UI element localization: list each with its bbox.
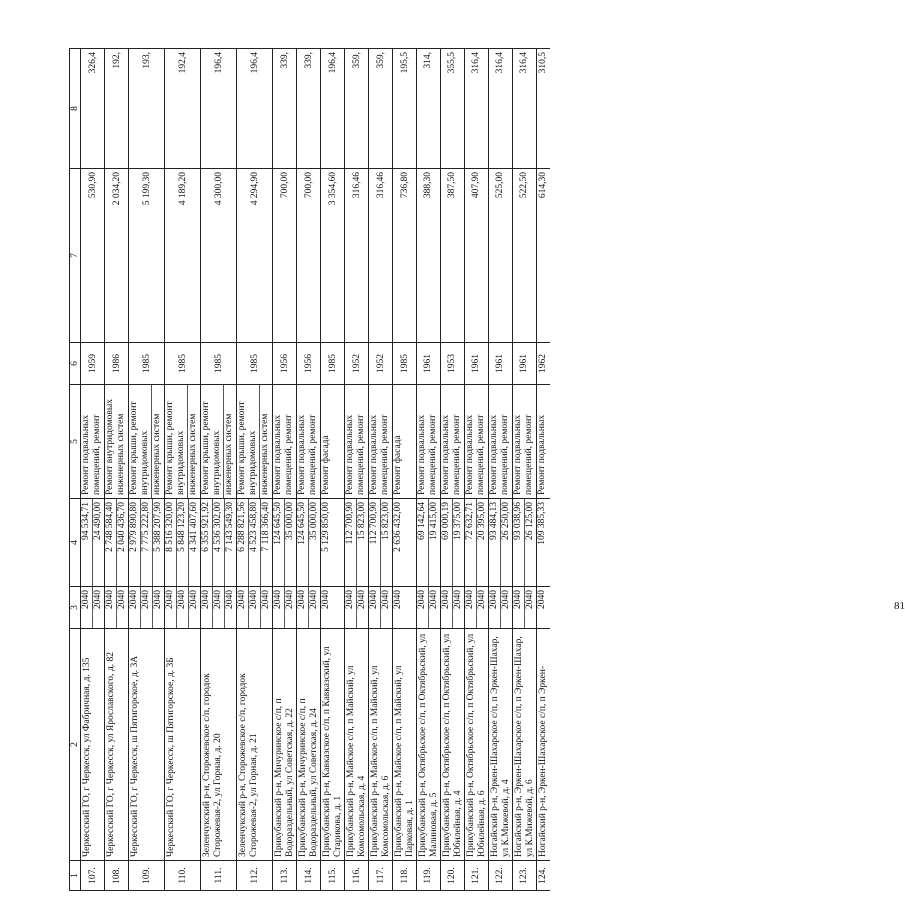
- cost-value: 93 484,13: [489, 499, 501, 586]
- table-row: [129, 49, 165, 891]
- work-type: Ремонт подвальных помещений, ремонт: [465, 414, 487, 495]
- cost-cell: [201, 499, 237, 587]
- cost-value: 112 700,90: [345, 499, 357, 586]
- limit-cell: 339,: [273, 49, 297, 169]
- table-row: [537, 49, 550, 891]
- year-value: 2040: [477, 590, 488, 609]
- unit-price-cell: 5 199,30: [129, 169, 165, 343]
- works-cell: [345, 385, 369, 499]
- unit-price-cell: 3 354,60: [321, 169, 345, 343]
- year-value: 2040: [321, 590, 332, 609]
- work-type: инженерных систем: [224, 413, 235, 495]
- header-col-5: 5: [70, 385, 81, 499]
- work-type: Ремонт крыши, ремонт внутридомовых: [129, 385, 152, 498]
- cost-cell: [441, 499, 465, 587]
- row-number: 112.: [237, 861, 273, 891]
- unit-price-cell: 736,80: [393, 169, 417, 343]
- work-type: Ремонт фасада: [321, 435, 332, 495]
- cost-value: 4 341 407,60: [189, 502, 200, 552]
- year-cell: [81, 587, 105, 629]
- row-number: 108.: [105, 861, 129, 891]
- built-year-cell: 1962: [537, 343, 550, 385]
- cost-value: 109 385,33: [537, 502, 548, 545]
- year-cell: [417, 587, 441, 629]
- works-cell: [129, 385, 165, 499]
- year-value: 2040: [465, 587, 477, 628]
- works-cell: [165, 385, 201, 499]
- year-value: 2040: [117, 590, 128, 609]
- limit-cell: 326,4: [81, 49, 105, 169]
- unit-price-cell: 407,90: [465, 169, 489, 343]
- row-number: 124.: [537, 861, 550, 891]
- work-type: Ремонт подвальных помещений, ремонт: [441, 414, 463, 495]
- cost-value: 72 632,71: [465, 499, 477, 586]
- built-year-cell: 1985: [201, 343, 237, 385]
- works-cell: [81, 385, 105, 499]
- address-cell: Ногайский р-н, Эркен-Шахарское с/п, п Эркен-Шахар, ул К.Мижевой, д. 4: [489, 629, 513, 861]
- year-value: 2040: [93, 590, 104, 609]
- cost-value: 93 038,96: [513, 499, 525, 586]
- row-number: 111.: [201, 861, 237, 891]
- built-year-cell: 1985: [321, 343, 345, 385]
- cost-value: 4 536 302,00: [213, 499, 225, 586]
- cost-value: 4 523 458,80: [249, 499, 261, 586]
- work-type: инженерных систем: [152, 413, 163, 495]
- row-number: 115.: [321, 861, 345, 891]
- unit-price-cell: 4 189,20: [165, 169, 201, 343]
- cost-value: 2 979 890,80: [129, 499, 141, 586]
- cost-cell: [237, 499, 273, 587]
- built-year-cell: 1961: [513, 343, 537, 385]
- address-cell: Зеленчукский р-н, Сторожевское с/п, городок Сторожевая-2, ул Горная, д. 20: [201, 629, 237, 861]
- built-year-cell: 1956: [273, 343, 297, 385]
- year-value: 2040: [297, 587, 309, 628]
- limit-cell: 196,4: [237, 49, 273, 169]
- year-value: 2040: [369, 587, 381, 628]
- cost-value: 26 125,00: [525, 502, 536, 540]
- limit-cell: 359,: [369, 49, 393, 169]
- address-cell: Прикубанский р-н, Мичуринское с/п, п Водораздельный, ул Советская, д. 22: [273, 629, 297, 861]
- cost-value: 15 823,00: [357, 502, 368, 540]
- unit-price-cell: 4 294,90: [237, 169, 273, 343]
- cost-cell: [165, 499, 201, 587]
- built-year-cell: 1952: [369, 343, 393, 385]
- works-cell: [465, 385, 489, 499]
- cost-value: 112 700,90: [369, 499, 381, 586]
- cost-value: 35 000,00: [309, 502, 320, 540]
- unit-price-cell: 387,50: [441, 169, 465, 343]
- cost-value: 7 143 549,30: [225, 502, 236, 552]
- address-cell: Черкесский ГО, г Черкесск, ш Пятигорское, д. 3Б: [165, 629, 201, 861]
- year-value: 2040: [273, 587, 285, 628]
- row-number: 121.: [465, 861, 489, 891]
- year-cell: [441, 587, 465, 629]
- built-year-cell: 1961: [417, 343, 441, 385]
- cost-cell: [513, 499, 537, 587]
- year-cell: [369, 587, 393, 629]
- table-row: [273, 49, 297, 891]
- year-cell: [489, 587, 513, 629]
- header-col-1: 1: [70, 861, 81, 891]
- year-value: 2040: [285, 590, 296, 609]
- cost-value: 6 288 821,56: [237, 499, 249, 586]
- cost-cell: [81, 499, 105, 587]
- year-value: 2040: [525, 590, 536, 609]
- works-cell: [201, 385, 237, 499]
- header-col-7: 7: [70, 169, 81, 343]
- year-cell: [165, 587, 201, 629]
- address-cell: Черкесский ГО, г Черкесск, ул Ярославского, д. 82: [105, 629, 129, 861]
- year-value: 2040: [165, 587, 177, 628]
- address-cell: Ногайский р-н, Эркен-Шахарское с/п, п Эркен-: [537, 629, 550, 861]
- address-cell: Прикубанский р-н, Майское с/п, п Майский, ул Парковая, д. 1: [393, 629, 417, 861]
- page-number: 81: [894, 600, 905, 612]
- limit-cell: 310,5: [537, 49, 550, 169]
- built-year-cell: 1985: [393, 343, 417, 385]
- unit-price-cell: 388,30: [417, 169, 441, 343]
- year-cell: [321, 587, 345, 629]
- cost-value: 69 000,19: [441, 499, 453, 586]
- built-year-cell: 1961: [465, 343, 489, 385]
- unit-price-cell: 4 300,00: [201, 169, 237, 343]
- cost-cell: [297, 499, 321, 587]
- table-row: [81, 49, 105, 891]
- unit-price-cell: 525,00: [489, 169, 513, 343]
- unit-price-cell: 700,00: [297, 169, 321, 343]
- year-value: 2040: [225, 590, 236, 609]
- year-value: 2040: [429, 590, 440, 609]
- address-cell: Прикубанский р-н, Кавказское с/п, п Кавказский, ул Старикова, д. 1: [321, 629, 345, 861]
- built-year-cell: 1986: [105, 343, 129, 385]
- row-number: 117.: [369, 861, 393, 891]
- works-cell: [273, 385, 297, 499]
- built-year-cell: 1985: [165, 343, 201, 385]
- cost-cell: [465, 499, 489, 587]
- year-value: 2040: [393, 590, 404, 609]
- year-cell: [465, 587, 489, 629]
- works-cell: [513, 385, 537, 499]
- table-row: [441, 49, 465, 891]
- cost-value: 35 000,00: [285, 502, 296, 540]
- year-value: 2040: [537, 590, 548, 609]
- address-cell: Прикубанский р-н, Майское с/п, п Майский, ул Комсомольская, д. 4: [345, 629, 369, 861]
- limit-cell: 195,5: [393, 49, 417, 169]
- year-cell: [345, 587, 369, 629]
- work-type: Ремонт внутридомовых инженерных систем: [105, 399, 127, 495]
- year-cell: [513, 587, 537, 629]
- table-row: [489, 49, 513, 891]
- cost-value: 2 748 584,40: [105, 499, 117, 586]
- header-col-6: 6: [70, 343, 81, 385]
- table-row: [417, 49, 441, 891]
- cost-value: 6 355 921,92: [201, 499, 213, 586]
- limit-cell: 192,4: [165, 49, 201, 169]
- year-value: 2040: [453, 590, 464, 609]
- work-type: Ремонт крыши, ремонт внутридомовых: [201, 385, 224, 498]
- work-type: инженерных систем: [260, 413, 271, 495]
- year-cell: [237, 587, 273, 629]
- cost-cell: [105, 499, 129, 587]
- cost-cell: [321, 499, 345, 587]
- year-value: 2040: [345, 587, 357, 628]
- work-type: Ремонт подвальных помещений, ремонт: [417, 414, 439, 495]
- limit-cell: 339,: [297, 49, 321, 169]
- row-number: 110.: [165, 861, 201, 891]
- year-value: 2040: [249, 587, 261, 628]
- year-value: 2040: [417, 587, 429, 628]
- year-value: 2040: [501, 590, 512, 609]
- year-value: 2040: [357, 590, 368, 609]
- year-value: 2040: [105, 587, 117, 628]
- limit-cell: 316,4: [513, 49, 537, 169]
- work-type: Ремонт подвальных помещений, ремонт: [273, 414, 295, 495]
- cost-value: 7 118 366,40: [261, 502, 272, 552]
- cost-value: 7 775 222,80: [141, 499, 153, 586]
- built-year-cell: 1985: [237, 343, 273, 385]
- table-row: [321, 49, 345, 891]
- cost-value: 5 388 207,90: [153, 502, 164, 552]
- year-cell: [201, 587, 237, 629]
- works-cell: [237, 385, 273, 499]
- year-cell: [129, 587, 165, 629]
- year-value: 2040: [309, 590, 320, 609]
- cost-cell: [489, 499, 513, 587]
- built-year-cell: 1961: [489, 343, 513, 385]
- unit-price-cell: 316,46: [345, 169, 369, 343]
- row-number: 122.: [489, 861, 513, 891]
- limit-cell: 316,4: [489, 49, 513, 169]
- year-value: 2040: [81, 587, 93, 628]
- limit-cell: 359,: [345, 49, 369, 169]
- address-cell: Прикубанский р-н, Майское с/п, п Майский, ул Комсомольская, д. 6: [369, 629, 393, 861]
- row-number: 120.: [441, 861, 465, 891]
- cost-value: 15 823,00: [381, 502, 392, 540]
- cost-value: 5 848 123,20: [177, 499, 189, 586]
- cost-cell: [345, 499, 369, 587]
- works-cell: [321, 385, 345, 499]
- cost-cell: [129, 499, 165, 587]
- row-number: 119.: [417, 861, 441, 891]
- limit-cell: 192,: [105, 49, 129, 169]
- work-type: Ремонт крыши, ремонт внутридомовых: [237, 385, 260, 498]
- cost-cell: [369, 499, 393, 587]
- limit-cell: 316,4: [465, 49, 489, 169]
- table-row: [345, 49, 369, 891]
- address-cell: Черкесский ГО, г Черкесск, ул Фабричная, д. 135: [81, 629, 105, 861]
- cost-value: 124 645,50: [297, 499, 309, 586]
- table-row: [369, 49, 393, 891]
- year-value: 2040: [489, 587, 501, 628]
- year-cell: [537, 587, 550, 629]
- year-cell: [393, 587, 417, 629]
- address-cell: Прикубанский р-н, Октябрьское с/п, п Октябрьский, ул Юбилейная, д. 6: [465, 629, 489, 861]
- address-cell: Прикубанский р-н, Октябрьское с/п, п Октябрьский, ул Юбилейная, д. 4: [441, 629, 465, 861]
- address-cell: Черкесский ГО, г Черкесск, ш Пятигорское, д. 3А: [129, 629, 165, 861]
- works-cell: [441, 385, 465, 499]
- row-number: 107.: [81, 861, 105, 891]
- work-type: Ремонт подвальных помещений, ремонт: [345, 414, 367, 495]
- works-cell: [489, 385, 513, 499]
- built-year-cell: 1956: [297, 343, 321, 385]
- address-cell: Ногайский р-н, Эркен-Шахарское с/п, п Эркен-Шахар, ул К.Мижевой, д. 6: [513, 629, 537, 861]
- row-number: 123.: [513, 861, 537, 891]
- year-value: 2040: [441, 587, 453, 628]
- address-cell: Прикубанский р-н, Мичуринское с/п, п Водораздельный, ул Советская, д. 24: [297, 629, 321, 861]
- year-value: 2040: [237, 587, 249, 628]
- cost-cell: [417, 499, 441, 587]
- limit-cell: 314,: [417, 49, 441, 169]
- cost-value: 19 375,00: [453, 502, 464, 540]
- limit-cell: 193,: [129, 49, 165, 169]
- unit-price-cell: 700,00: [273, 169, 297, 343]
- cost-value: 124 645,50: [273, 499, 285, 586]
- cost-value: 24 490,00: [93, 502, 104, 540]
- work-type: Ремонт подвальных помещений, ремонт: [513, 414, 535, 495]
- work-type: Ремонт подвальных помещений, ремонт: [297, 414, 319, 495]
- cost-value: 8 516 320,00: [165, 499, 177, 586]
- year-value: 2040: [189, 590, 200, 609]
- built-year-cell: 1953: [441, 343, 465, 385]
- header-col-8: 8: [70, 49, 81, 169]
- table-row: [165, 49, 201, 891]
- table-row: [513, 49, 537, 891]
- year-cell: [297, 587, 321, 629]
- unit-price-cell: 2 034,20: [105, 169, 129, 343]
- year-value: 2040: [213, 587, 225, 628]
- year-cell: [105, 587, 129, 629]
- year-value: 2040: [129, 587, 141, 628]
- table-row: [237, 49, 273, 891]
- repair-program-table: [69, 48, 550, 891]
- table-row: [393, 49, 417, 891]
- limit-cell: 196,4: [201, 49, 237, 169]
- works-cell: [417, 385, 441, 499]
- header-col-4: 4: [70, 499, 81, 587]
- table-row: [105, 49, 129, 891]
- year-value: 2040: [381, 590, 392, 609]
- unit-price-cell: 614,30: [537, 169, 550, 343]
- work-type: Ремонт подвальных помещений, ремонт: [369, 414, 391, 495]
- table-body: [81, 49, 550, 891]
- cost-value: 69 142,64: [417, 499, 429, 586]
- cost-value: 2 040 436,70: [117, 502, 128, 552]
- row-number: 114.: [297, 861, 321, 891]
- year-value: 2040: [261, 590, 272, 609]
- works-cell: [537, 385, 550, 499]
- cost-cell: [537, 499, 550, 587]
- year-value: 2040: [141, 587, 153, 628]
- row-number: 118.: [393, 861, 417, 891]
- work-type: Ремонт крыши, ремонт внутридомовых: [165, 385, 188, 498]
- table-row: [465, 49, 489, 891]
- unit-price-cell: 530,90: [81, 169, 105, 343]
- row-number: 113.: [273, 861, 297, 891]
- cost-value: 19 415,00: [429, 502, 440, 540]
- row-number: 116.: [345, 861, 369, 891]
- limit-cell: 196,4: [321, 49, 345, 169]
- cost-value: 20 395,00: [477, 502, 488, 540]
- year-value: 2040: [177, 587, 189, 628]
- cost-value: 94 534,71: [81, 499, 93, 586]
- work-type: Ремонт подвальных: [537, 414, 548, 495]
- address-cell: Прикубанский р-н, Октябрьское с/п, п Октябрьский, ул Малиновая, д. 5: [417, 629, 441, 861]
- table-row: [297, 49, 321, 891]
- works-cell: [369, 385, 393, 499]
- cost-cell: [393, 499, 417, 587]
- year-value: 2040: [513, 587, 525, 628]
- built-year-cell: 1959: [81, 343, 105, 385]
- header-col-3: 3: [70, 587, 81, 629]
- work-type: Ремонт подвальных помещений, ремонт: [81, 414, 103, 495]
- work-type: Ремонт подвальных помещений, ремонт: [489, 414, 511, 495]
- cost-value: 26 250,00: [501, 502, 512, 540]
- built-year-cell: 1952: [345, 343, 369, 385]
- works-cell: [393, 385, 417, 499]
- header-row: [70, 49, 81, 891]
- works-cell: [105, 385, 129, 499]
- built-year-cell: 1985: [129, 343, 165, 385]
- work-type: инженерных систем: [188, 413, 199, 495]
- cost-value: 2 636 432,00: [393, 502, 404, 552]
- works-cell: [297, 385, 321, 499]
- unit-price-cell: 522,50: [513, 169, 537, 343]
- work-type: Ремонт фасада: [393, 435, 404, 495]
- limit-cell: 355,5: [441, 49, 465, 169]
- year-value: 2040: [201, 587, 213, 628]
- table-row: [201, 49, 237, 891]
- cost-value: 5 129 850,00: [321, 502, 332, 552]
- year-cell: [273, 587, 297, 629]
- header-col-2: 2: [70, 629, 81, 861]
- year-value: 2040: [153, 590, 164, 609]
- address-cell: Зеленчукский р-н, Сторожевское с/п, городок Сторожевая-2, ул Горная, д. 21: [237, 629, 273, 861]
- unit-price-cell: 316,46: [369, 169, 393, 343]
- cost-cell: [273, 499, 297, 587]
- row-number: 109.: [129, 861, 165, 891]
